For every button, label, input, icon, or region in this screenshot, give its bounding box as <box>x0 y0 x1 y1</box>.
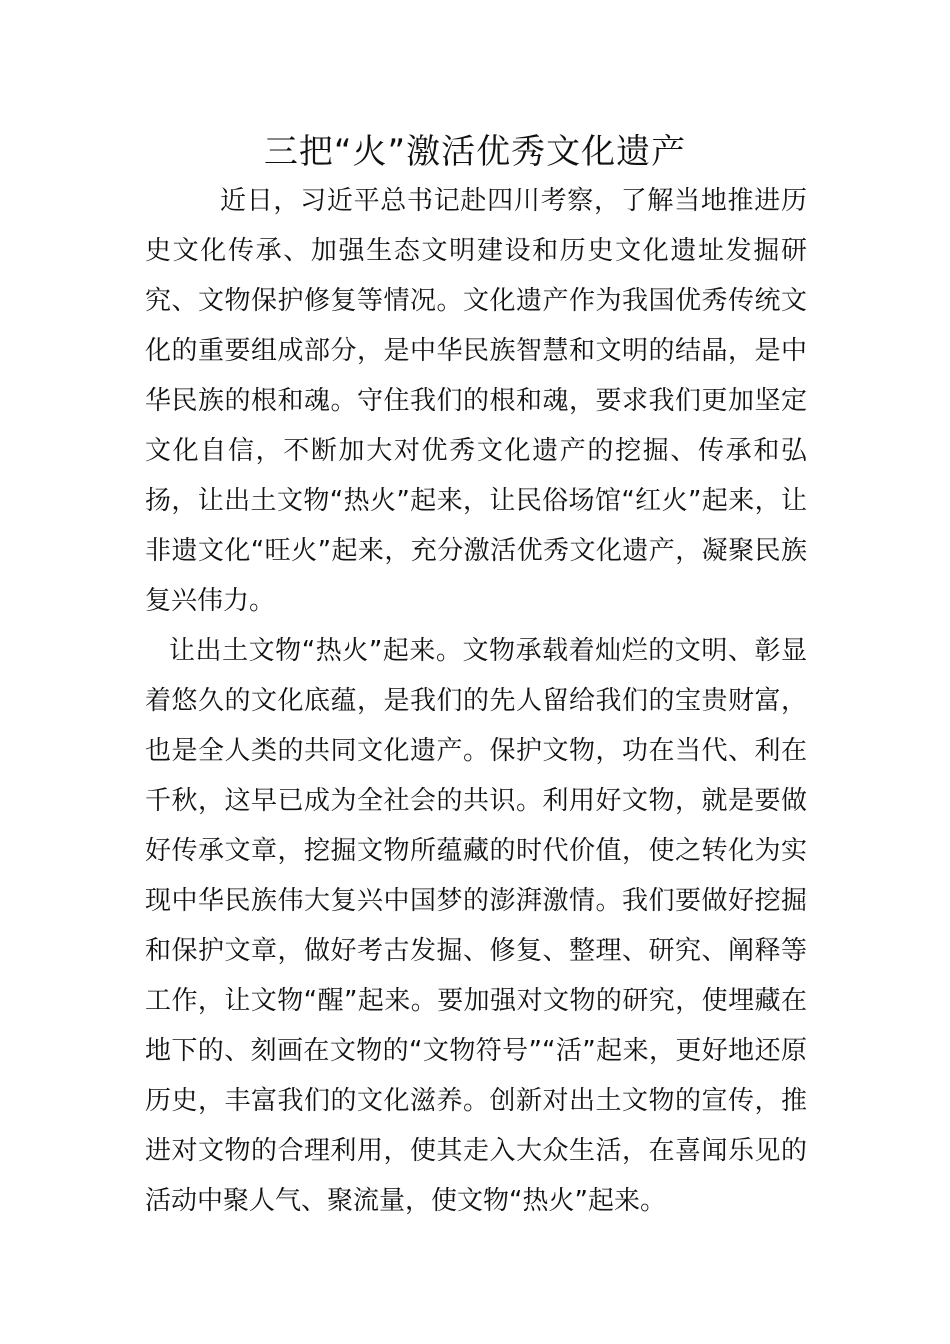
paragraph-intro: 近日，习近平总书记赴四川考察，了解当地推进历史文化传承、加强生态文明建设和历史文化遗址发掘研究、文物保护修复等情况。文化遗产作为我国优秀传统文化的重要组成部分，是中华民族智慧和文明的结晶，是中华民族的根和魂。守住我们的根和魂，要求我们更加坚定文化自信，不断加大对优秀文化遗产的挖掘、传承和弘扬，让出土文物“热火”起来，让民俗场馆“红火”起来，让非遗文化“旺火”起来，充分激活优秀文化遗产，凝聚民族复兴伟力。 <box>145 186 807 616</box>
paragraph-unearthed-relics: 让出土文物“热火”起来。文物承载着灿烂的文明、彰显着悠久的文化底蕴，是我们的先人留给我们的宝贵财富，也是全人类的共同文化遗产。保护文物，功在当代、利在千秋，这早已成为全社会的共识。利用好文物，就是要做好传承文章，挖掘文物所蕴藏的时代价值，使之转化为实现中华民族伟大复兴中国梦的澎湃激情。我们要做好挖掘和保护文章，做好考古发掘、修复、整理、研究、阐释等工作，让文物“醒”起来。要加强对文物的研究，使埋藏在地下的、刻画在文物的“文物符号”“活”起来，更好地还原历史，丰富我们的文化滋养。创新对出土文物的宣传，推进对文物的合理利用，使其走入大众生活，在喜闻乐见的活动中聚人气、聚流量，使文物“热火”起来。 <box>145 636 807 1216</box>
document-title: 三把“火”激活优秀文化遗产 <box>263 132 687 172</box>
